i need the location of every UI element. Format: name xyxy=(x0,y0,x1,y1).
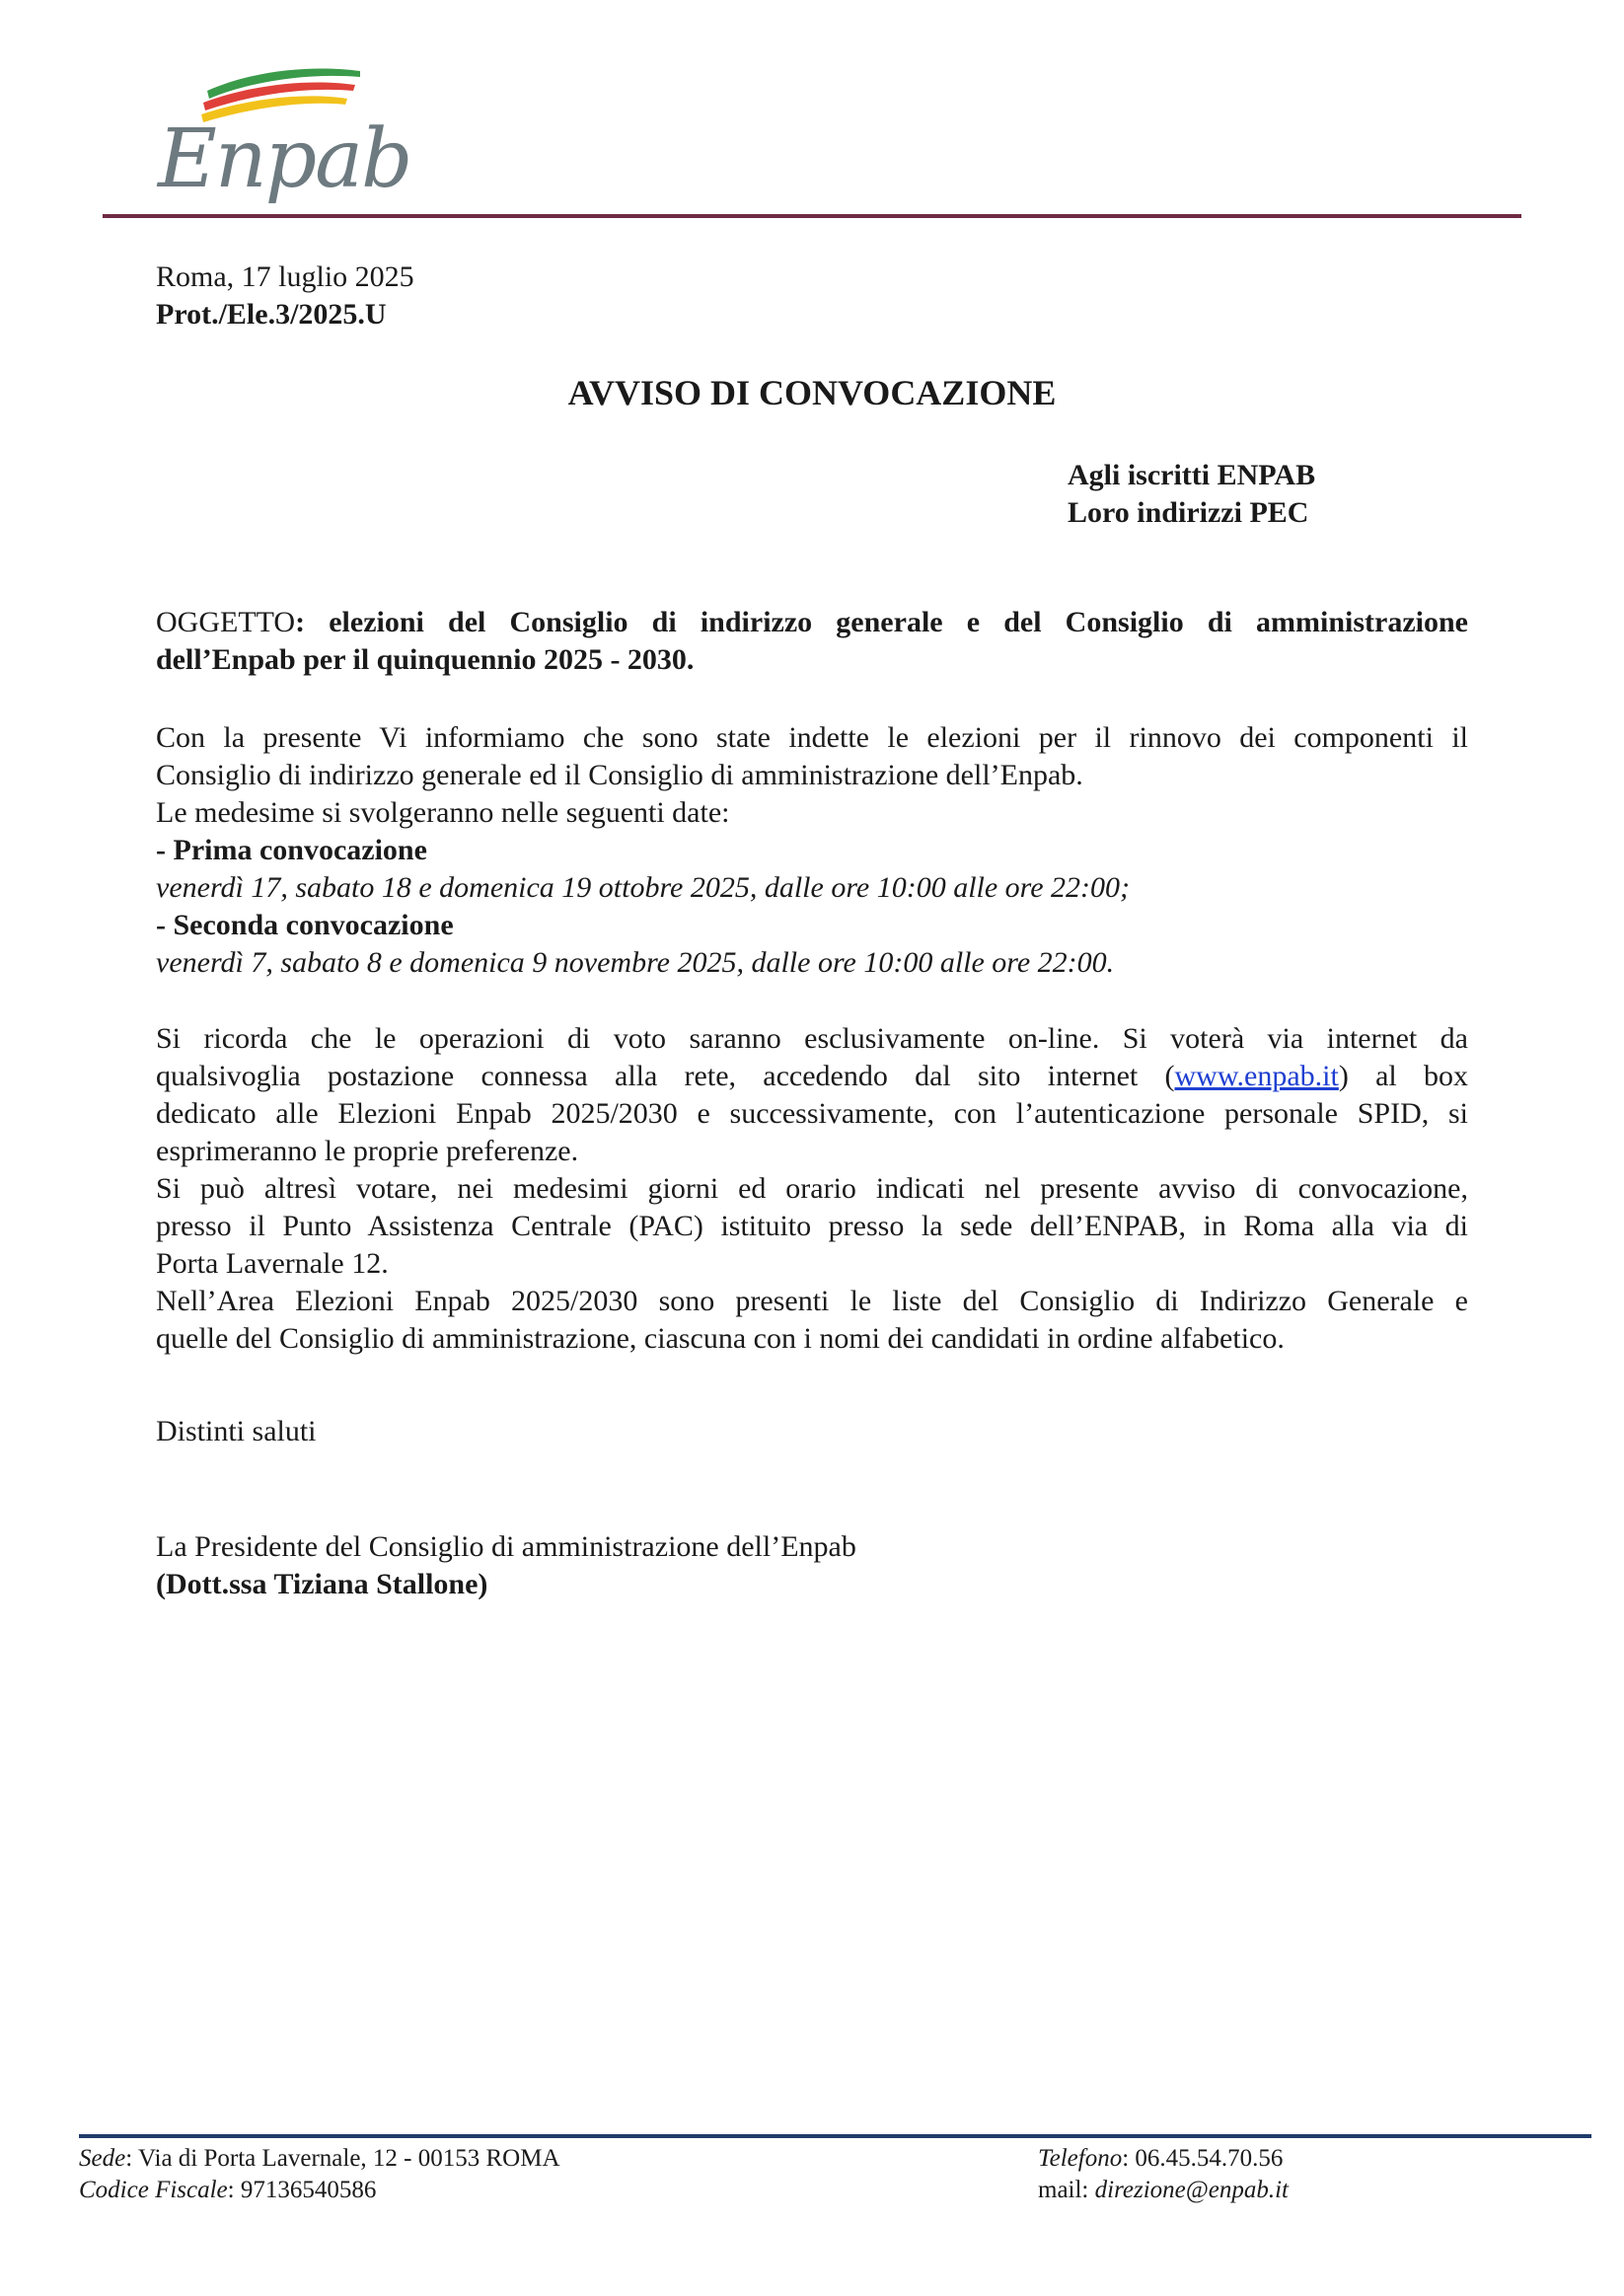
paragraph-line: dedicato alle Elezioni Enpab 2025/2030 e successivamente, con l’autenticazione personale SPID, si xyxy=(156,1097,1468,1130)
subject-label: OGGETTO xyxy=(156,606,296,638)
election-paragraph xyxy=(156,719,1468,982)
footer-label: mail: xyxy=(1038,2177,1095,2203)
footer-address xyxy=(79,2143,560,2206)
paragraph-line: Si ricorda che le operazioni di voto saranno esclusivamente on-line. Si voterà via internet da xyxy=(156,1022,1468,1055)
paragraph-line: presso il Punto Assistenza Centrale (PAC) istituito presso la sede dell’ENPAB, in Roma alla via di xyxy=(156,1210,1468,1242)
footer-label: Codice Fiscale xyxy=(79,2177,228,2203)
website-link[interactable]: www.enpab.it xyxy=(1174,1060,1339,1092)
paragraph-line: Porta Lavernale 12. xyxy=(156,1247,389,1280)
first-call-label: - Prima convocazione xyxy=(156,834,427,866)
protocol-number: Prot./Ele.3/2025.U xyxy=(156,298,387,331)
footer-value: : Via di Porta Lavernale, 12 - 00153 ROMA xyxy=(125,2145,560,2172)
signature-role: La Presidente del Consiglio di amministrazione dell’Enpab xyxy=(156,1530,856,1563)
signature-name: (Dott.ssa Tiziana Stallone) xyxy=(156,1568,488,1600)
paragraph-line: Con la presente Vi informiamo che sono state indette le elezioni per il rinnovo dei componenti il xyxy=(156,721,1468,754)
subject-text: : elezioni del Consiglio di indirizzo generale e del Consiglio di amministrazione xyxy=(295,606,1468,638)
letter-date: Roma, 17 luglio 2025 xyxy=(156,260,414,293)
paragraph-line: esprimeranno le proprie preferenze. xyxy=(156,1135,579,1167)
second-call-dates: venerdì 7, sabato 8 e domenica 9 novembre 2025, dalle ore 10:00 alle ore 22:00. xyxy=(156,946,1115,979)
page-title: AVVISO DI CONVOCAZIONE xyxy=(567,373,1057,412)
second-call-label: - Seconda convocazione xyxy=(156,909,454,941)
subject-text: dell’Enpab per il quinquennio 2025 - 2030. xyxy=(156,643,695,676)
paragraph-line: quelle del Consiglio di amministrazione, ciascuna con i nomi dei candidati in ordine alfabetico. xyxy=(156,1322,1285,1355)
paragraph-line: Nell’Area Elezioni Enpab 2025/2030 sono presenti le liste del Consiglio di Indirizzo Generale e xyxy=(156,1285,1468,1317)
subject-block xyxy=(156,604,1468,679)
recipient-line: Agli iscritti ENPAB xyxy=(1068,459,1316,491)
paragraph-line: qualsivoglia postazione connessa alla rete, accedendo dal sito internet (www.enpab.it) al box xyxy=(156,1060,1468,1092)
footer-label: Sede xyxy=(79,2145,126,2172)
paragraph-line: Le medesime si svolgeranno nelle seguenti date: xyxy=(156,796,730,829)
closing-greeting: Distinti saluti xyxy=(156,1415,317,1447)
footer-value: : 97136540586 xyxy=(227,2177,377,2203)
voting-paragraph xyxy=(156,1020,1468,1358)
footer-label: Telefono xyxy=(1038,2145,1123,2172)
first-call-dates: venerdì 17, sabato 18 e domenica 19 ottobre 2025, dalle ore 10:00 alle ore 22:00; xyxy=(156,871,1131,904)
header-divider xyxy=(103,214,1521,218)
enpab-logo xyxy=(158,61,411,209)
recipients-block xyxy=(1068,457,1315,532)
paragraph-line: Consiglio di indirizzo generale ed il Consiglio di amministrazione dell’Enpab. xyxy=(156,759,1083,791)
logo-wordmark: Enpab xyxy=(158,112,411,206)
footer-email[interactable]: direzione@enpab.it xyxy=(1094,2177,1289,2203)
footer-value: : 06.45.54.70.56 xyxy=(1122,2145,1284,2172)
recipient-line: Loro indirizzi PEC xyxy=(1068,496,1309,529)
footer-contacts xyxy=(1038,2143,1289,2206)
footer-divider xyxy=(79,2134,1591,2138)
paragraph-line: Si può altresì votare, nei medesimi giorni ed orario indicati nel presente avviso di convocazione, xyxy=(156,1172,1468,1205)
